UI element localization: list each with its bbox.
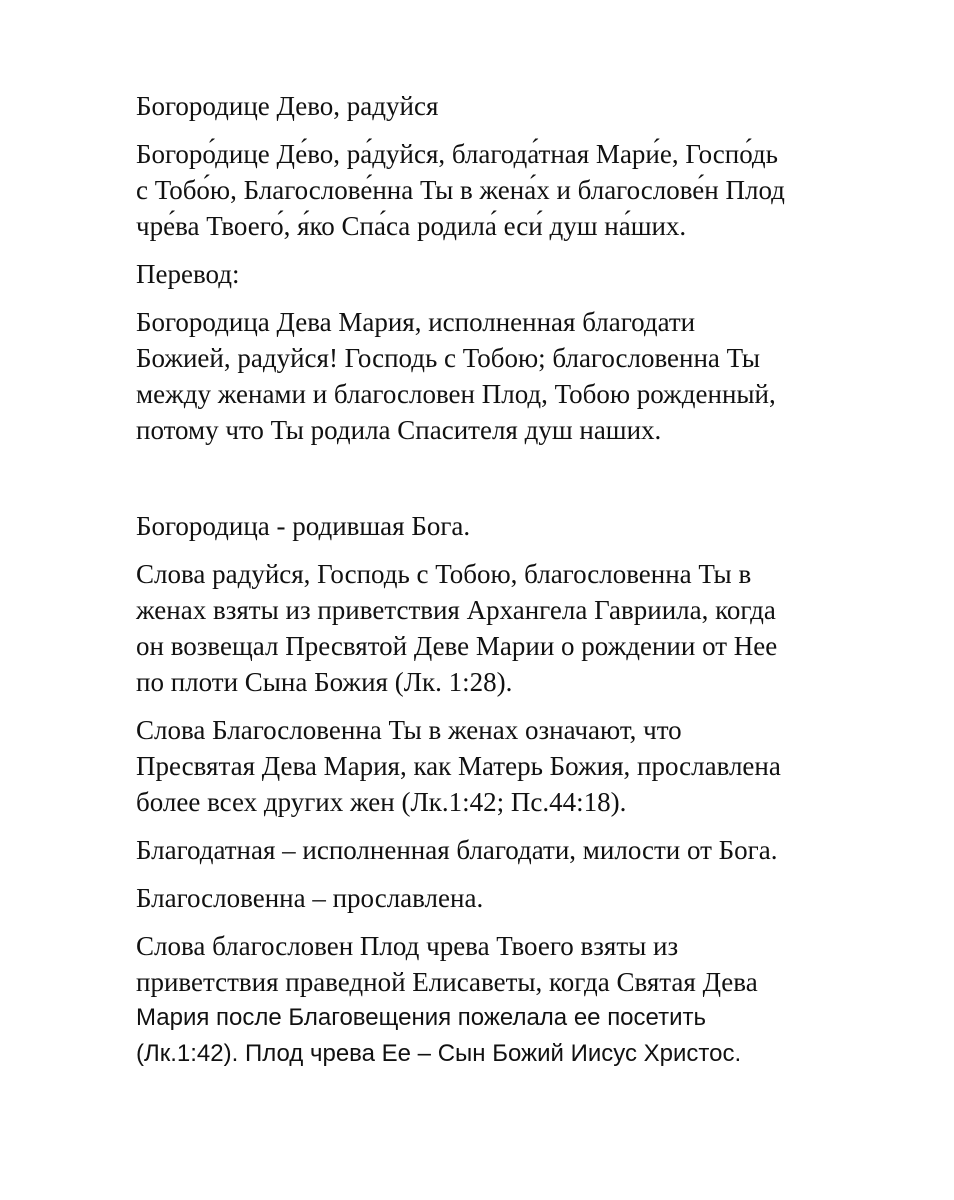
note-line: Мария после Благовещения пожелала ее посетить bbox=[136, 1004, 706, 1031]
note-paragraph-rejoice bbox=[136, 556, 906, 700]
translation-line: Богородица Дева Мария, исполненная благодати bbox=[136, 307, 696, 337]
translation-line: потому что Ты родила Спасителя душ наших. bbox=[136, 415, 662, 445]
note-line: Пресвятая Дева Мария, как Матерь Божия, прославлена bbox=[136, 751, 781, 781]
note-line: (Лк.1:42). Плод чрева Ее – Сын Божий Иисус Христос. bbox=[136, 1040, 742, 1067]
prayer-line: Богоро́дице Де́во, ра́дуйся, благода́тная Мари́е, Госпо́дь bbox=[136, 139, 778, 169]
note-line: Слова радуйся, Господь с Тобою, благословенна Ты в bbox=[136, 559, 752, 589]
translation-line: Божией, радуйся! Господь с Тобою; благословенна Ты bbox=[136, 343, 760, 373]
section-gap bbox=[136, 460, 906, 508]
prayer-title-text: Богородице Дево, радуйся bbox=[136, 91, 439, 121]
note-paragraph-blessed bbox=[136, 712, 906, 820]
definition-paragraph bbox=[136, 508, 906, 544]
document-page bbox=[136, 88, 906, 1084]
note-paragraph-full-of-grace bbox=[136, 832, 906, 868]
note-paragraph-glorified bbox=[136, 880, 906, 916]
translation-line: между женами и благословен Плод, Тобою рожденный, bbox=[136, 379, 776, 409]
note-line: Слова благословен Плод чрева Твоего взяты из bbox=[136, 931, 679, 961]
prayer-text bbox=[136, 136, 906, 244]
note-line: Слова Благословенна Ты в женах означают, что bbox=[136, 715, 682, 745]
note-line: Благословенна – прославлена. bbox=[136, 883, 484, 913]
translation-text bbox=[136, 304, 906, 448]
translation-label-text: Перевод: bbox=[136, 259, 240, 289]
note-line: Благодатная – исполненная благодати, милости от Бога. bbox=[136, 835, 778, 865]
prayer-line: чре́ва Твоего́, я́ко Спа́са родила́ еси́ душ на́ших. bbox=[136, 211, 687, 241]
prayer-title bbox=[136, 88, 906, 124]
note-line: он возвещал Пресвятой Деве Марии о рождении от Нее bbox=[136, 631, 778, 661]
translation-label bbox=[136, 256, 906, 292]
note-line: более всех других жен (Лк.1:42; Пс.44:18). bbox=[136, 787, 627, 817]
definition-text: Богородица - родившая Бога. bbox=[136, 511, 471, 541]
prayer-line: с Тобо́ю, Благослове́нна Ты в жена́х и благослове́н Плод bbox=[136, 175, 785, 205]
note-paragraph-fruit bbox=[136, 928, 906, 1072]
note-line: женах взяты из приветствия Архангела Гавриила, когда bbox=[136, 595, 776, 625]
note-line: приветствия праведной Елисаветы, когда Святая Дева bbox=[136, 967, 758, 997]
note-line: по плоти Сына Божия (Лк. 1:28). bbox=[136, 667, 513, 697]
